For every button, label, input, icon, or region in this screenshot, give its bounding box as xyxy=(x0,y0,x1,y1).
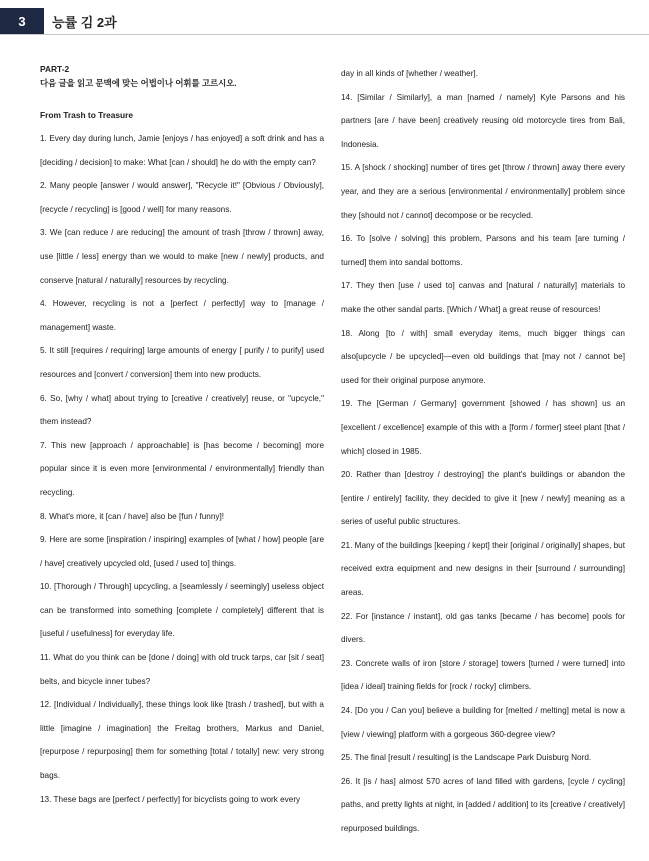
question-item: 21. Many of the buildings [keeping / kept] their [original / originally] shapes, but received extra equipment and new designs in their [surround / surrounding] areas. xyxy=(341,540,625,598)
question-item: 22. For [instance / instant], old gas tanks [became / has become] pools for divers. xyxy=(341,611,625,645)
question-item: 11. What do you think can be [done / doing] with old truck tarps, car [sit / seat] belts, and bicycle inner tubes? xyxy=(40,653,324,686)
question-item: 19. The [German / Germany] government [showed / has shown] us an [excellent / excellence] example of this with a [form / former] steel plant [that / which] closed in 1985. xyxy=(341,399,625,456)
question-item: 18. Along [to / with] small everyday items, much bigger things can also[upcycle / be upcycled]—even old buildings that [may not / cannot be] used for their original purpose anymore. xyxy=(341,328,625,385)
question-item: 8. What's more, it [can / have] also be [fun / funny]! xyxy=(40,511,225,521)
question-item: 26. It [is / has] almost 570 acres of land filled with gardens, [cycle / cycling] paths, and pretty lights at night, in [added / addition] to its [creative / creatively] repurposed buildings. xyxy=(341,776,625,833)
question-item: 23. Concrete walls of iron [store / storage] towers [turned / were turned] into [idea / ideal] training fields for [rock / rocky] climbers. xyxy=(341,658,625,692)
question-item: 14. [Similar / Similarly], a man [named / namely] Kyle Parsons and his partners [are / have been] creatively reusing old motorcycle tires from Bali, Indonesia. xyxy=(341,92,625,149)
question-item: 1. Every day during lunch, Jamie [enjoys / has enjoyed] a soft drink and has a [deciding / decision] to make: What [can / should] he do with the empty can? xyxy=(40,134,324,167)
question-item: 20. Rather than [destroy / destroying] the plant's buildings or abandon the [entire / entirely] facility, they decided to give it [new / newly] meaning as a series of useful public structures. xyxy=(341,470,625,527)
passage-title: From Trash to Treasure xyxy=(40,110,134,120)
page-header xyxy=(0,0,649,38)
instruction-text: 다음 글을 읽고 문맥에 맞는 어법이나 어휘를 고르시오. xyxy=(40,78,237,88)
page-number-badge: 3 xyxy=(0,8,44,34)
question-item: 24. [Do you / Can you] believe a building for [melted / melting] metal is now a [view / viewing] platform with a gorgeous 360-degree view? xyxy=(341,706,625,739)
question-item: 12. [Individual / Individually], these things look like [trash / trashed], but with a little [imagine / imagination] the Freitag brothers, Markus and Daniel, [repurpose / repurposing] them for something [total / totally] new: very strong bags. xyxy=(40,700,324,781)
question-item: 3. We [can reduce / are reducing] the amount of trash [throw / thrown] away, use [little / less] energy than we would to make [new / newly] products, and conserve [natural / naturally] resources by recycling. xyxy=(40,228,324,285)
question-item: day in all kinds of [whether / weather]. xyxy=(341,69,478,78)
question-item: 15. A [shock / shocking] number of tires get [throw / thrown] away there every year, and they are a serious [environmental / environmentally] problem since they [should not / cannot] decompose or be recycled. xyxy=(341,163,625,220)
header-divider xyxy=(0,34,649,35)
part-label: PART-2 xyxy=(40,64,70,74)
question-item: 5. It still [requires / requiring] large amounts of energy [ purify / to purify] used resources and [convert / conversion] them into new products. xyxy=(40,346,324,379)
question-item: 9. Here are some [inspiration / inspiring] examples of [what / how] people [are / have] creatively upcycled old, [used / used to] things. xyxy=(40,535,324,568)
left-column xyxy=(40,62,324,811)
question-item: 25. The final [result / resulting] is the Landscape Park Duisburg Nord. xyxy=(341,753,592,763)
question-item: 17. They then [use / used to] canvas and [natural / naturally] materials to make the other sandal parts. [Which / What] a great reuse of resources! xyxy=(341,281,625,314)
question-item: 13. These bags are [perfect / perfectly] for bicyclists going to work every xyxy=(40,794,301,804)
question-item: 2. Many people [answer / would answer], "Recycle it!" [Obvious / Obviously], [recycle / recycling] is [good / well] for many reasons. xyxy=(40,181,324,214)
question-item: 6. So, [why / what] about trying to [creative / creatively] reuse, or "upcycle," them instead? xyxy=(40,393,324,427)
right-column xyxy=(341,62,625,841)
question-item: 4. However, recycling is not a [perfect / perfectly] way to [manage / management] waste. xyxy=(40,299,324,332)
question-item: 10. [Thorough / Through] upcycling, a [seamlessly / seemingly] useless object can be transformed into something [complete / completely] different that is [useful / usefulness] for everyday life. xyxy=(40,582,324,639)
header-title: 능률 김 2과 xyxy=(52,15,117,30)
question-item: 16. To [solve / solving] this problem, Parsons and his team [are turning / turned] them into sandal bottoms. xyxy=(341,234,625,267)
question-item: 7. This new [approach / approachable] is [has become / becoming] more popular since it is even more [environmental / environmentally] friendly than recycling. xyxy=(40,440,324,497)
